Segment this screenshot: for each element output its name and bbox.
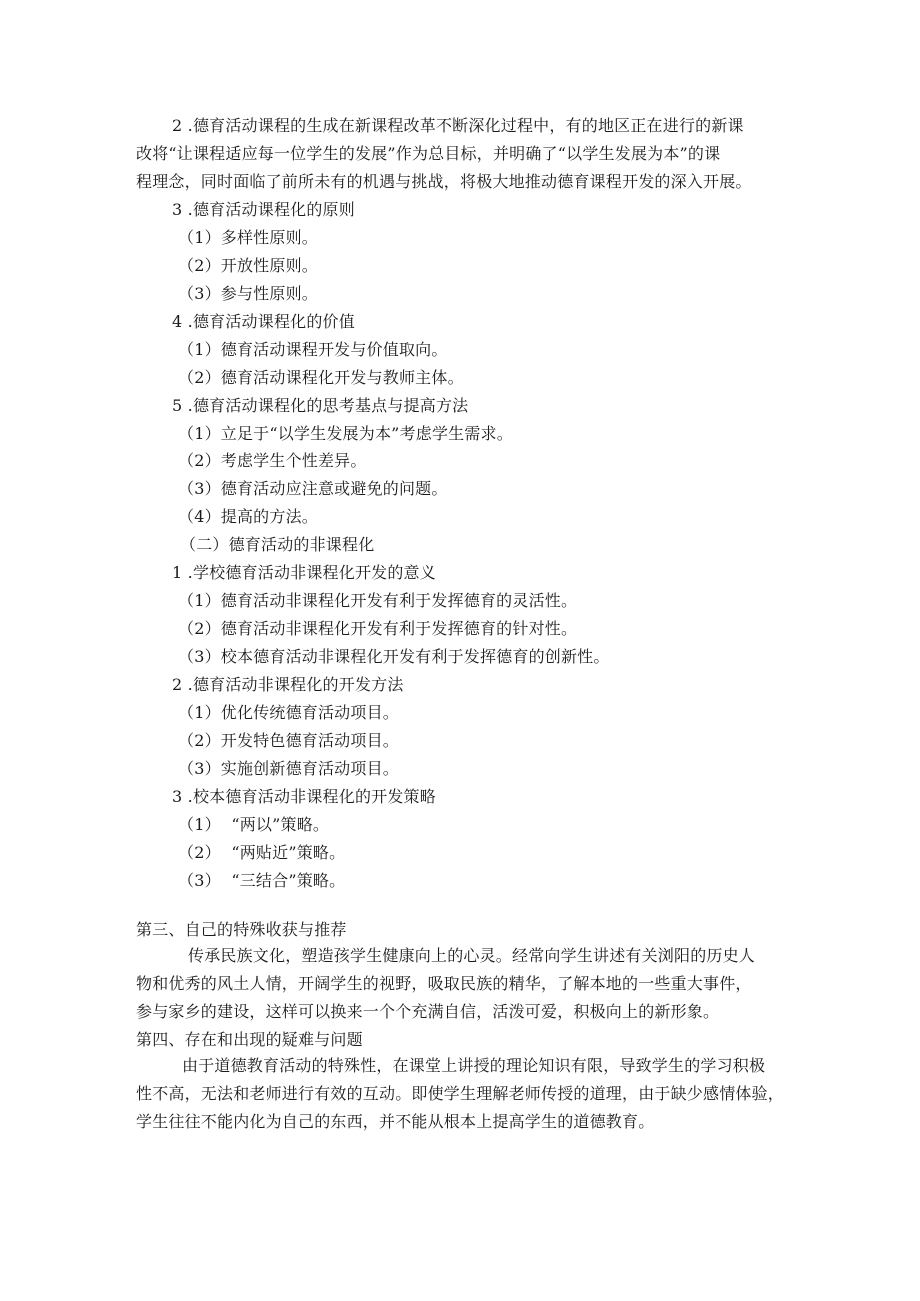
list-item: （4）提高的方法。 <box>178 507 318 526</box>
text-line: 由于道德教育活动的特殊性，在课堂上讲授的理论知识有限，导致学生的学习积极 <box>182 1056 766 1075</box>
heading-development-methods: 2 .德育活动非课程化的开发方法 <box>172 675 404 694</box>
paragraph-part-4 <box>136 1052 784 1136</box>
heading-strategies: 3 .校本德育活动非课程化的开发策略 <box>172 787 436 806</box>
heading-principles: 3 .德育活动课程化的原则 <box>172 200 355 219</box>
list-item: （3）实施创新德育活动项目。 <box>178 759 399 778</box>
list-item: （2）德育活动课程化开发与教师主体。 <box>178 368 464 387</box>
list-item: （3）参与性原则。 <box>178 284 318 303</box>
list-item: （1）立足于“以学生发展为本”考虑学生需求。 <box>178 424 513 443</box>
list-item: （1）多样性原则。 <box>178 228 318 247</box>
text-line: 程理念，同时面临了前所未有的机遇与挑战，将极大地推动德育课程开发的深入开展。 <box>136 172 752 191</box>
text-line: 性不高，无法和老师进行有效的互动。即使学生理解老师传授的道理，由于缺少感情体验， <box>136 1084 785 1103</box>
list-item: （3） “三结合”策略。 <box>178 871 346 890</box>
text-line: 改将“让课程适应每一位学生的发展”作为总目标，并明确了“以学生发展为本”的课 <box>136 144 721 163</box>
list-item: （3）德育活动应注意或避免的问题。 <box>178 479 448 498</box>
text-line: 物和优秀的风土人情，开阔学生的视野，吸取民族的精华，了解本地的一些重大事件， <box>136 974 752 993</box>
text-line: 传承民族文化，塑造孩学生健康向上的心灵。经常向学生讲述有关浏阳的历史人 <box>188 946 756 965</box>
text-line: 2 .德育活动课程的生成在新课程改革不断深化过程中，有的地区正在进行的新课 <box>172 116 744 135</box>
heading-part-4: 第四、存在和出现的疑难与问题 <box>136 1030 363 1049</box>
heading-significance: 1 .学校德育活动非课程化开发的意义 <box>172 563 436 582</box>
list-item: （1） “两以”策略。 <box>178 815 330 834</box>
paragraph-item-2 <box>136 112 752 196</box>
list-item: （2）德育活动非课程化开发有利于发挥德育的针对性。 <box>178 619 578 638</box>
list-item: （2）开发特色德育活动项目。 <box>178 731 399 750</box>
paragraph-part-3 <box>136 942 755 1026</box>
list-item: （1）优化传统德育活动项目。 <box>178 703 399 722</box>
list-item: （2）开放性原则。 <box>178 256 318 275</box>
heading-part-3: 第三、自己的特殊收获与推荐 <box>136 920 347 939</box>
list-item: （2）考虑学生个性差异。 <box>178 451 367 470</box>
heading-methods: 5 .德育活动课程化的思考基点与提高方法 <box>172 396 469 415</box>
list-item: （1）德育活动课程开发与价值取向。 <box>178 340 448 359</box>
list-item: （2） “两贴近”策略。 <box>178 843 346 862</box>
section-heading-non-curriculum: （二）德育活动的非课程化 <box>180 535 375 554</box>
list-item: （1）德育活动非课程化开发有利于发挥德育的灵活性。 <box>178 591 578 610</box>
text-line: 参与家乡的建设，这样可以换来一个个充满自信，活泼可爱，积极向上的新形象。 <box>136 1002 720 1021</box>
text-line: 学生往往不能内化为自己的东西，并不能从根本上提高学生的道德教育。 <box>136 1112 655 1131</box>
heading-value: 4 .德育活动课程化的价值 <box>172 312 355 331</box>
list-item: （3）校本德育活动非课程化开发有利于发挥德育的创新性。 <box>178 647 610 666</box>
